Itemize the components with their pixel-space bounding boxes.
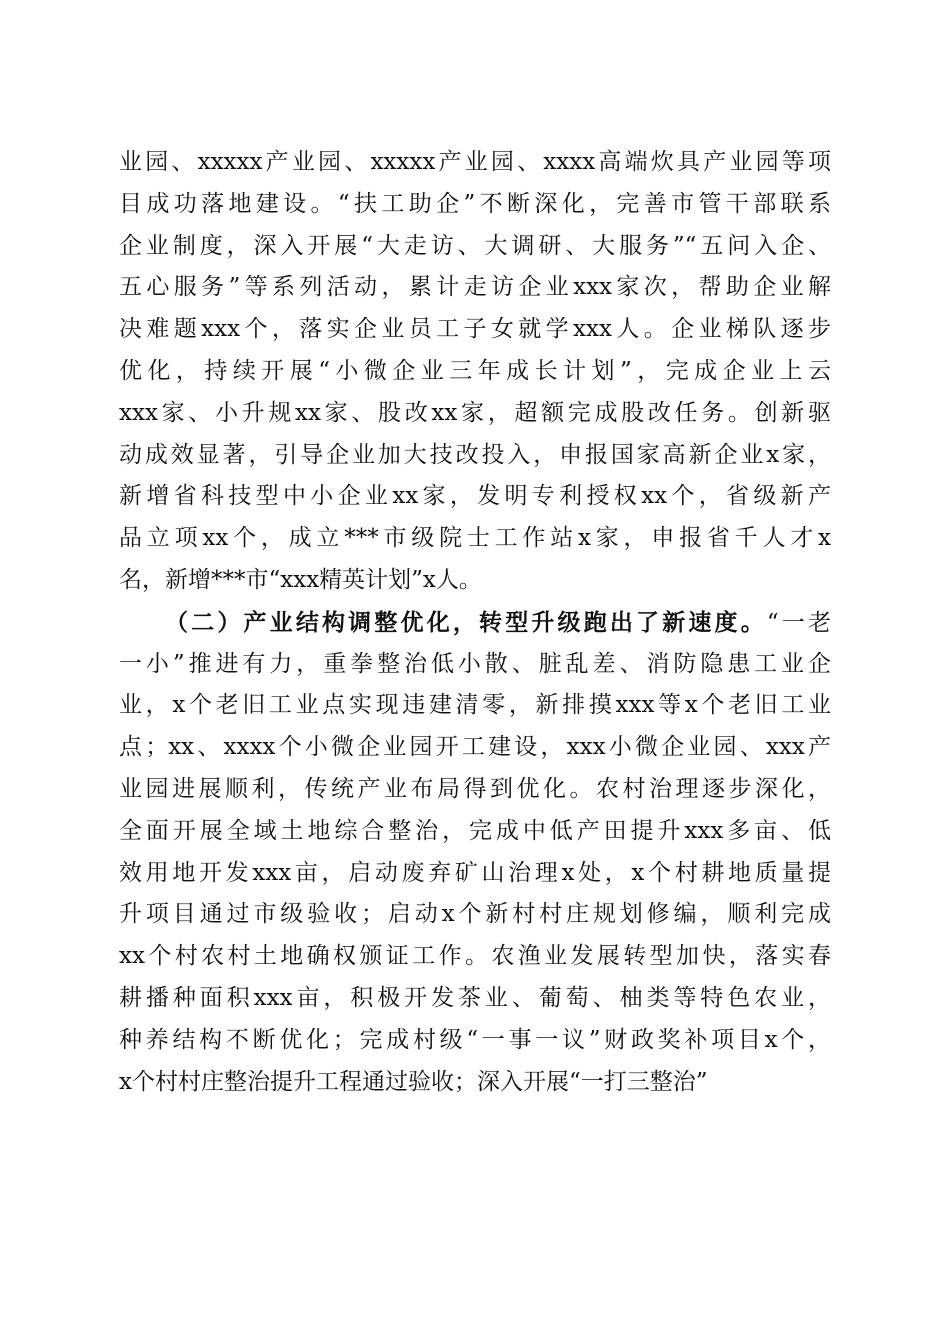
heading-line-continuation: “一老 — [766, 609, 832, 636]
text-line: 五心服务”等系列活动，累计走访企业xxx家次，帮助企业解 — [119, 274, 831, 301]
text-line: 业园、xxxxx产业园、xxxxx产业园、xxxx高端炊具产业园等项 — [119, 149, 831, 175]
section-heading: （二）产业结构调整优化，转型升级跑出了新速度。 — [165, 608, 767, 636]
text-line: xx个村农村土地确权颁证工作。农渔业发展转型加快，落实春 — [119, 943, 831, 970]
text-line: 一小”推进有力，重拳整治低小散、脏乱差、消防隐患工业企 — [119, 650, 831, 677]
text-line: 企业制度，深入开展“大走访、大调研、大服务”“五问入企、 — [119, 232, 831, 259]
text-line: 业，x个老旧工业点实现违建清零，新排摸xxx等x个老旧工业 — [119, 692, 831, 719]
text-line: 动成效显著，引导企业加大技改投入，申报国家高新企业x家， — [119, 441, 831, 468]
text-line: 名，新增***市“xxx精英计划”x人。 — [119, 566, 482, 593]
text-line: 全面开展全域土地综合整治，完成中低产田提升xxx多亩、低 — [119, 817, 831, 844]
text-line: 效用地开发xxx亩，启动废弃矿山治理x处，x个村耕地质量提 — [119, 859, 831, 886]
text-line: 耕播种面积xxx亩，积极开发茶业、葡萄、柚类等特色农业， — [119, 984, 831, 1011]
text-line: 点；xx、xxxx个小微企业园开工建设，xxx小微企业园、xxx产 — [119, 734, 831, 761]
text-line: 业园进展顺利，传统产业布局得到优化。农村治理逐步深化， — [119, 775, 831, 802]
paragraph-industrial-restructuring — [119, 602, 831, 1104]
text-line: xxx家、小升规xx家、股改xx家，超额完成股改任务。创新驱 — [119, 399, 831, 426]
text-line: 目成功落地建设。“扶工助企”不断深化，完善市管干部联系 — [119, 190, 831, 217]
text-line: x个村村庄整治提升工程通过验收；深入开展“一打三整治” — [119, 1068, 708, 1095]
section-heading-line — [119, 602, 831, 644]
text-line: 决难题xxx个，落实企业员工子女就学xxx人。企业梯队逐步 — [119, 316, 831, 343]
text-line: 种养结构不断优化；完成村级“一事一议”财政奖补项目x个， — [119, 1026, 831, 1053]
document-body — [119, 142, 831, 1103]
text-line: 优化，持续开展“小微企业三年成长计划”，完成企业上云 — [119, 357, 831, 384]
text-line: 新增省科技型中小企业xx家，发明专利授权xx个，省级新产 — [119, 483, 831, 510]
text-line: 品立项xx个，成立***市级院士工作站x家，申报省千人才x — [119, 525, 831, 552]
paragraph-industrial-parks — [119, 142, 831, 602]
text-line: 升项目通过市级验收；启动x个新村村庄规划修编，顺利完成 — [119, 901, 831, 928]
